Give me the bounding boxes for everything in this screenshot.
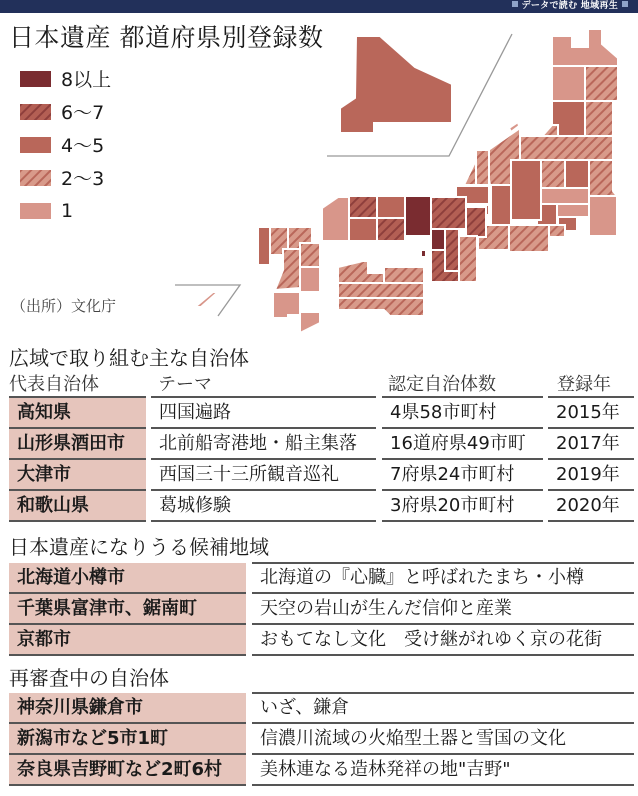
table-row xyxy=(9,724,634,755)
year: 2017年 xyxy=(548,429,634,460)
certified-count: 3府県20市町村 xyxy=(382,491,543,522)
municipality: 神奈川県鎌倉市 xyxy=(9,693,246,724)
year: 2019年 xyxy=(548,460,634,491)
theme: 天空の岩山が生んだ信仰と産業 xyxy=(252,594,634,625)
section-title-under-review: 再審査中の自治体 xyxy=(9,666,169,690)
legend-swatch-8plus xyxy=(20,71,51,87)
legend-item: 1 xyxy=(20,194,111,227)
legend-swatch-1 xyxy=(20,203,51,219)
municipality: 新潟市など5市1町 xyxy=(9,724,246,755)
year: 2015年 xyxy=(548,398,634,429)
theme: 西国三十三所観音巡礼 xyxy=(151,460,376,491)
map-title: 日本遺産 都道府県別登録数 xyxy=(9,23,324,52)
table-row xyxy=(9,625,634,656)
table-row xyxy=(9,429,634,460)
table-row xyxy=(9,693,634,724)
legend-swatch-2-3 xyxy=(20,170,51,186)
theme: 葛城修験 xyxy=(151,491,376,522)
certified-count: 7府県24市町村 xyxy=(382,460,543,491)
column-header: 代表自治体 xyxy=(9,374,99,395)
theme: 北海道の『心臓』と呼ばれたまち・小樽 xyxy=(252,563,634,594)
table-row xyxy=(9,398,634,429)
municipality: 奈良県吉野町など2町6村 xyxy=(9,755,246,786)
section-title-wide-area: 広域で取り組む主な自治体 xyxy=(9,346,249,370)
theme: 四国遍路 xyxy=(151,398,376,429)
column-header: テーマ xyxy=(158,374,212,395)
theme: 美林連なる造林発祥の地"吉野" xyxy=(252,755,634,786)
municipality: 山形県酒田市 xyxy=(9,429,146,460)
legend-item: 4～5 xyxy=(20,128,111,161)
series-tag: データで読む 地域再生 xyxy=(508,0,632,13)
table-row xyxy=(9,563,634,594)
legend-item: 6～7 xyxy=(20,95,111,128)
municipality: 京都市 xyxy=(9,625,246,656)
column-header: 登録年 xyxy=(557,374,611,395)
legend-item: 8以上 xyxy=(20,62,111,95)
theme: いざ、鎌倉 xyxy=(252,693,634,724)
legend-swatch-6-7 xyxy=(20,104,51,120)
certified-count: 16道府県49市町 xyxy=(382,429,543,460)
theme: 北前船寄港地・船主集落 xyxy=(151,429,376,460)
section-title-candidates: 日本遺産になりうる候補地域 xyxy=(9,535,269,559)
legend-item: 2～3 xyxy=(20,161,111,194)
table-row xyxy=(9,460,634,491)
table-row xyxy=(9,491,634,522)
municipality: 北海道小樽市 xyxy=(9,563,246,594)
municipality: 和歌山県 xyxy=(9,491,146,522)
certified-count: 4県58市町村 xyxy=(382,398,543,429)
table-row xyxy=(9,755,634,786)
column-header: 認定自治体数 xyxy=(388,374,496,395)
municipality: 大津市 xyxy=(9,460,146,491)
municipality: 高知県 xyxy=(9,398,146,429)
year: 2020年 xyxy=(548,491,634,522)
theme: おもてなし文化 受け継がれゆく京の花街 xyxy=(252,625,634,656)
source-note: （出所）文化庁 xyxy=(11,297,117,315)
theme: 信濃川流域の火焔型土器と雪国の文化 xyxy=(252,724,634,755)
municipality: 千葉県富津市、鋸南町 xyxy=(9,594,246,625)
table-row xyxy=(9,594,634,625)
map-legend xyxy=(20,62,111,227)
legend-swatch-4-5 xyxy=(20,137,51,153)
